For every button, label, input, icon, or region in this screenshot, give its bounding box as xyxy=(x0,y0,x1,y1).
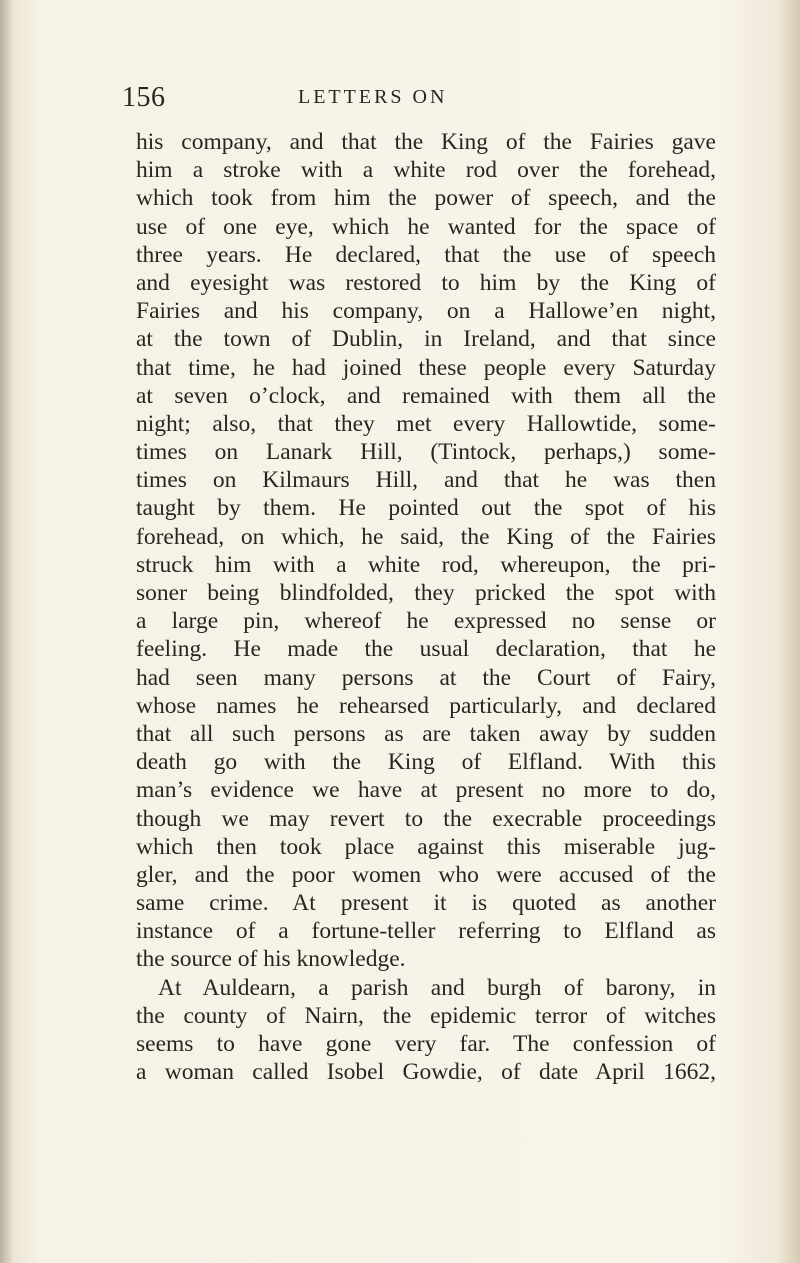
text-line: whose names he rehearsed particularly, and declared xyxy=(136,692,716,719)
text-line: that time, he had joined these people every Saturday xyxy=(136,354,716,381)
text-line: struck him with a white rod, whereupon, the pri- xyxy=(136,551,716,578)
text-line: him a stroke with a white rod over the forehead, xyxy=(136,157,716,184)
page-number: 156 xyxy=(122,82,166,113)
text-line: instance of a fortune-teller referring to Elfland as xyxy=(136,918,716,945)
text-line: the county of Nairn, the epidemic terror of witches xyxy=(136,1002,716,1029)
text-line: times on Kilmaurs Hill, and that he was then xyxy=(136,467,716,494)
text-line: man’s evidence we have at present no more to do, xyxy=(136,777,716,804)
text-line: gler, and the poor women who were accused of the xyxy=(136,861,716,888)
text-line: forehead, on which, he said, the King of the Fairies xyxy=(136,523,716,550)
text-line: which then took place against this miserable jug- xyxy=(136,833,716,860)
text-line: at seven o’clock, and remained with them all the xyxy=(136,382,716,409)
text-line: had seen many persons at the Court of Fairy, xyxy=(136,664,716,691)
text-line: that all such persons as are taken away by sudden xyxy=(136,720,716,747)
text-line: night; also, that they met every Hallowtide, some- xyxy=(136,410,716,437)
page-header xyxy=(0,82,800,122)
text-line: three years. He declared, that the use of speech xyxy=(136,241,716,268)
page-gutter xyxy=(0,0,12,1263)
text-line: taught by them. He pointed out the spot of his xyxy=(136,495,716,522)
text-line: Fairies and his company, on a Hallowe’en night, xyxy=(136,298,716,325)
text-line: death go with the King of Elfland. With this xyxy=(136,749,716,776)
text-line: at the town of Dublin, in Ireland, and that since xyxy=(136,326,716,353)
running-head: LETTERS ON xyxy=(298,86,448,108)
text-line: a woman called Isobel Gowdie, of date April 1662, xyxy=(136,1059,716,1086)
text-line: his company, and that the King of the Fairies gave xyxy=(136,129,716,155)
page-edge-shadow xyxy=(778,0,800,1263)
text-line: use of one eye, which he wanted for the space of xyxy=(136,213,716,240)
text-line: though we may revert to the execrable proceedings xyxy=(136,805,716,832)
text-line: the source of his knowledge. xyxy=(136,946,406,973)
text-line: soner being blindfolded, they pricked the spot with xyxy=(136,580,716,606)
text-line: which took from him the power of speech, and the xyxy=(136,185,716,212)
text-line: times on Lanark Hill, (Tintock, perhaps,) some- xyxy=(136,439,716,466)
text-line: a large pin, whereof he expressed no sense or xyxy=(136,608,716,635)
text-line: seems to have gone very far. The confession of xyxy=(136,1031,716,1057)
body-text xyxy=(136,128,716,1086)
text-line: At Auldearn, a parish and burgh of barony, in xyxy=(158,974,716,1001)
text-line: same crime. At present it is quoted as another xyxy=(136,890,716,917)
text-line: and eyesight was restored to him by the King of xyxy=(136,269,716,296)
text-line: feeling. He made the usual declaration, that he xyxy=(136,636,716,663)
